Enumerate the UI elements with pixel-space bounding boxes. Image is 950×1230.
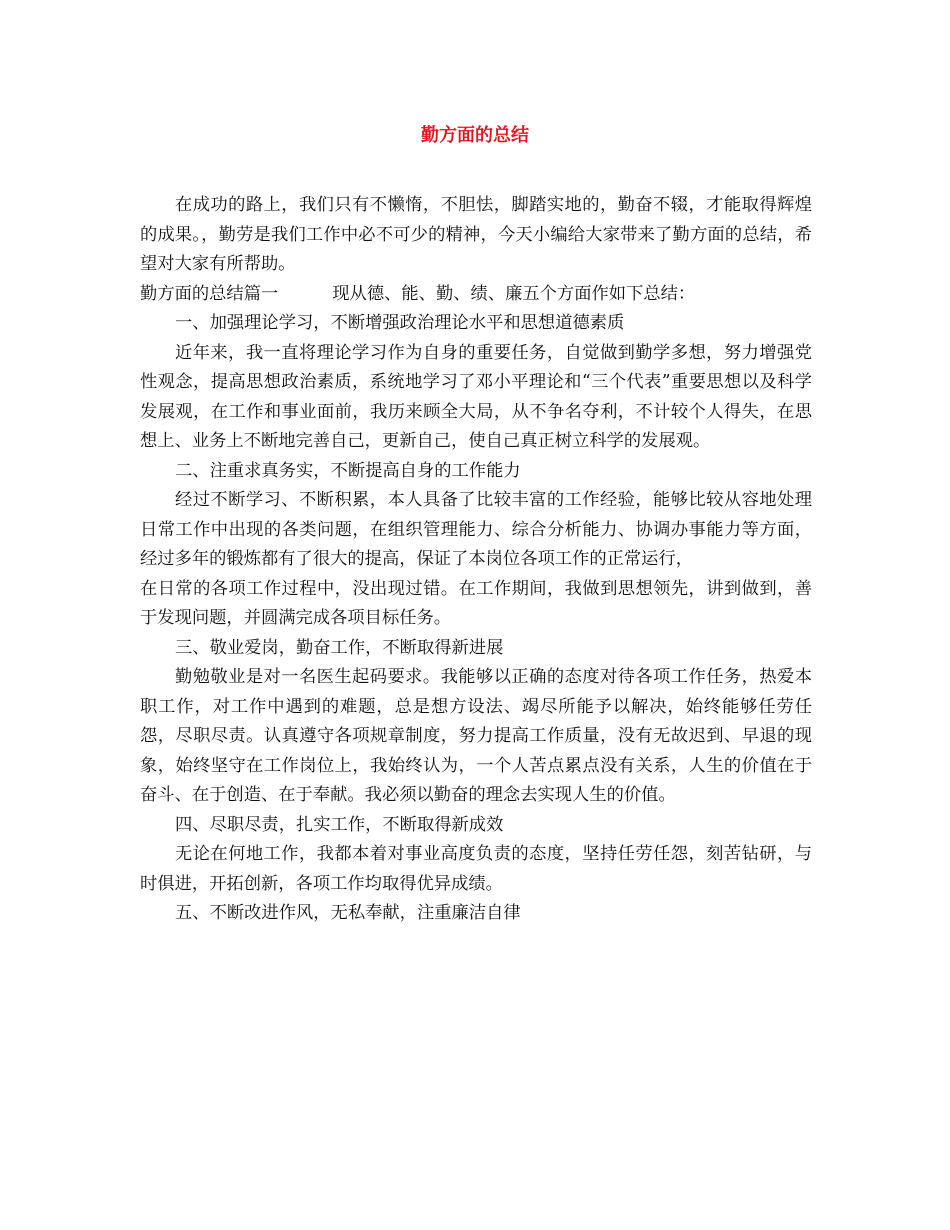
piece-lead-line [140, 280, 812, 310]
section-heading-3: 三、敬业爱岗，勤奋工作，不断取得新进展 [175, 637, 504, 658]
section-heading-4: 四、尽职尽责，扎实工作，不断取得新成效 [175, 814, 504, 835]
section-heading-5: 五、不断改进作风，无私奉献，注重廉洁自律 [175, 903, 521, 923]
section-body-4: 无论在何地工作，我都本着对事业高度负责的态度，坚持任劳任怨，刻苦钻研，与时俱进，开拓创新，各项工作均取得优异成绩。 [140, 844, 812, 894]
document-body [140, 191, 812, 929]
section-body-2: 经过不断学习、不断积累，本人具备了比较丰富的工作经验，能够比较从容地处理日常工作中出现的各类问题，在组织管理能力、综合分析能力、协调办事能力等方面，经过多年的锻炼都有了很大的提高，保证了本岗位各项工作的正常运行， [140, 490, 812, 569]
section-body-2-continued: 在日常的各项工作过程中，没出现过错。在工作期间，我做到思想领先，讲到做到，善于发现问题，并圆满完成各项目标任务。 [140, 578, 812, 628]
document-title: 勤方面的总结 [421, 125, 529, 146]
section-heading-1: 一、加强理论学习，不断增强政治理论水平和思想道德素质 [175, 313, 625, 333]
section-body-3: 勤勉敬业是对一名医生起码要求。我能够以正确的态度对待各项工作任务，热爱本职工作，对工作中遇到的难题，总是想方设法、竭尽所能予以解决，始终能够任劳任怨，尽职尽责。认真遵守各项规章制度，努力提高工作质量，没有无故迟到、早退的现象，始终坚守在工作岗位上，我始终认为，一个人苦点累点没有关系，人生的价值在于奋斗、在于创造、在于奉献。我必须以勤奋的理念去实现人生的价值。 [140, 667, 812, 805]
section-body-1: 近年来，我一直将理论学习作为自身的重要任务，自觉做到勤学多想，努力增强党性观念，提高思想政治素质，系统地学习了邓小平理论和“三个代表”重要思想以及科学发展观，在工作和事业面前，我历来顾全大局，从不争名夺利，不计较个人得失，在思想上、业务上不断地完善自己，更新自己，使自己真正树立科学的发展观。 [140, 342, 812, 451]
piece-label: 勤方面的总结篇一 [140, 283, 279, 304]
section-heading-2: 二、注重求真务实，不断提高自身的工作能力 [175, 460, 521, 481]
piece-lead: 现从德、能、勤、绩、廉五个方面作如下总结： [332, 283, 696, 304]
intro-paragraph: 在成功的路上，我们只有不懒惰，不胆怯，脚踏实地的，勤奋不辍，才能取得辉煌的成果。，勤劳是我们工作中必不可少的精神，今天小编给大家带来了勤方面的总结，希望对大家有所帮助。 [140, 195, 812, 274]
